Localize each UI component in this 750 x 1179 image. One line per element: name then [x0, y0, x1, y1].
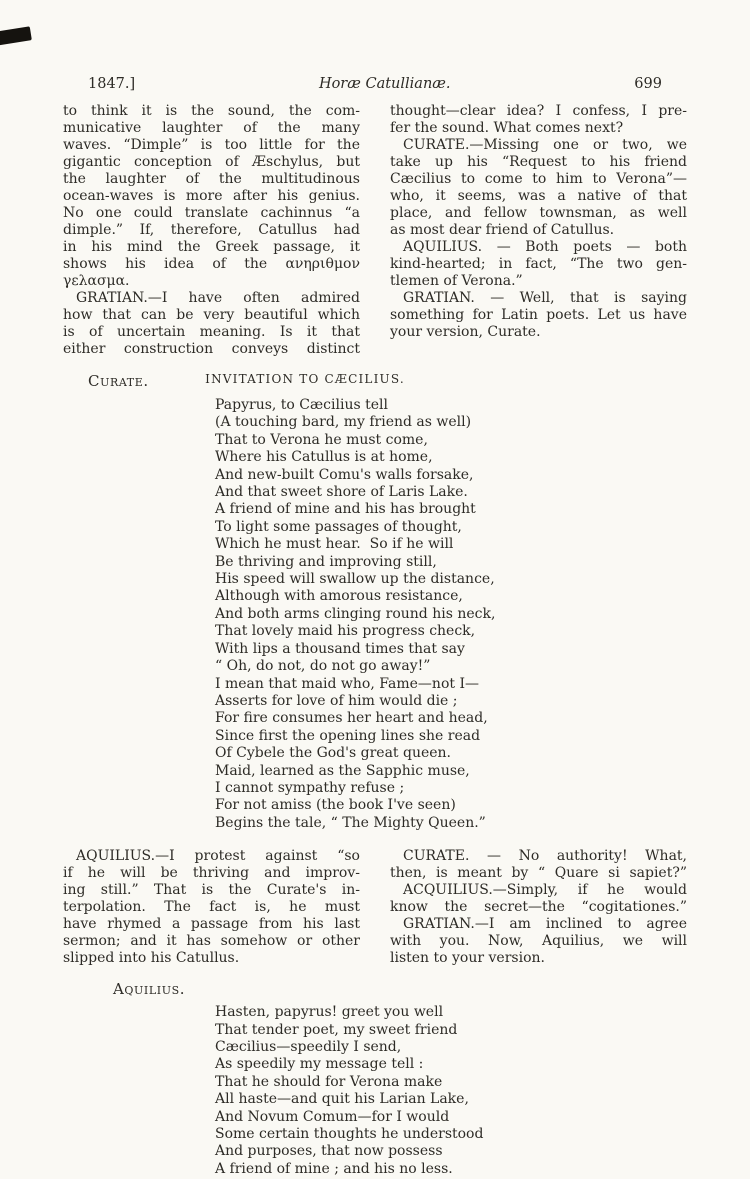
- poem-line: That lovely maid his progress check,: [215, 623, 476, 640]
- text-line: as most dear friend of Catullus.: [390, 222, 615, 238]
- text-line: listen to your version.: [390, 950, 545, 967]
- header-date: 1847.]: [88, 76, 136, 92]
- text-line: GRATIAN. — Well, that is saying: [403, 290, 687, 306]
- poem-line: Which he must hear. So if he will: [215, 536, 454, 553]
- text-line: ocean-waves is more after his genius.: [63, 188, 360, 204]
- running-header: [63, 76, 687, 92]
- poem-line: A friend of mine ; and his no less.: [215, 1160, 453, 1177]
- page-content: [63, 76, 687, 1178]
- text-line: know the secret—the “cogitationes.”: [390, 899, 687, 916]
- poem-line: For not amiss (the book I've seen): [215, 797, 456, 814]
- poem-line: For fire consumes her heart and head,: [215, 710, 488, 727]
- text-line: ACQUILIUS.—Simply, if he would: [403, 882, 687, 899]
- poem-line: His speed will swallow up the distance,: [215, 571, 495, 588]
- poem-aquilius-version: [215, 1004, 687, 1178]
- text-line: how that can be very beautiful which: [63, 307, 360, 323]
- text-line: is of uncertain meaning. Is it that: [63, 324, 360, 340]
- text-line: place, and fellow townsman, as well: [390, 205, 687, 221]
- poem-line: Of Cybele the God's great queen.: [215, 745, 452, 762]
- right-column-top: [390, 103, 687, 358]
- poem-line: That tender poet, my sweet friend: [215, 1021, 458, 1038]
- poem1-header-row: [63, 372, 687, 389]
- text-line: take up his “Request to his friend: [390, 154, 687, 170]
- poem-line: Since first the opening lines she read: [215, 727, 481, 744]
- text-line: who, it seems, was a native of that: [390, 188, 687, 204]
- text-line: your version, Curate.: [390, 324, 541, 340]
- poem-line: Be thriving and improving still,: [215, 553, 437, 570]
- page-number: 699: [634, 76, 662, 92]
- text-line: CURATE. — No authority! What,: [403, 848, 687, 865]
- text-line: in his mind the Greek passage, it: [63, 239, 360, 255]
- text-line: slipped into his Catullus.: [63, 950, 240, 967]
- poem-line: Asserts for love of him would die ;: [215, 692, 458, 709]
- speaker-label-curate: Curate.: [88, 372, 149, 390]
- poem2-header-row: [113, 979, 687, 999]
- speaker-label-aquilius: Aquilius.: [113, 980, 186, 999]
- text-line: terpolation. The fact is, he must: [63, 899, 360, 916]
- poem-line: I cannot sympathy refuse ;: [215, 779, 405, 796]
- text-line: municative laughter of the many: [63, 120, 360, 136]
- text-line: something for Latin poets. Let us have: [390, 307, 687, 323]
- text-line: GRATIAN.—I have often admired: [76, 290, 360, 306]
- mid-text-block: [63, 848, 687, 967]
- text-line: have rhymed a passage from his last: [63, 916, 360, 933]
- poem-line: To light some passages of thought,: [215, 518, 462, 535]
- poem-invitation-to-caecilius: [215, 397, 687, 832]
- poem-line: All haste—and quit his Larian Lake,: [215, 1091, 469, 1108]
- text-line: shows his idea of the ανηριθμον γελασμα.: [63, 256, 360, 289]
- text-line: fer the sound. What comes next?: [390, 120, 624, 136]
- text-line: sermon; and it has somehow or other: [63, 933, 360, 950]
- text-line: tlemen of Verona.”: [390, 273, 523, 289]
- text-line: dimple.” If, therefore, Catullus had: [63, 222, 360, 238]
- text-line: AQUILIUS. — Both poets — both: [403, 239, 687, 255]
- text-line: the laughter of the multitudinous: [63, 171, 360, 187]
- text-line: ing still.” That is the Curate's in-: [63, 882, 360, 899]
- poem-line: Cæcilius—speedily I send,: [215, 1038, 402, 1055]
- left-column-mid: [63, 848, 360, 967]
- text-line: CURATE.—Missing one or two, we: [403, 137, 687, 153]
- text-line: Cæcilius to come to him to Verona”—: [390, 171, 687, 187]
- poem-line: I mean that maid who, Fame—not I—: [215, 675, 479, 692]
- poem-line: Maid, learned as the Sapphic muse,: [215, 762, 470, 779]
- poem-line: Begins the tale, “ The Mighty Queen.”: [215, 814, 486, 831]
- poem-line: And new-built Comu's walls forsake,: [215, 466, 474, 483]
- poem-line: (A touching bard, my friend as well): [215, 414, 472, 431]
- poem-line: That to Verona he must come,: [215, 431, 428, 448]
- poem-line: Some certain thoughts he understood: [215, 1126, 484, 1142]
- text-line: thought—clear idea? I confess, I pre-: [390, 103, 687, 119]
- scan-artifact-top-left: [0, 26, 32, 45]
- text-line: then, is meant by “ Quare si sapiet?”: [390, 865, 687, 882]
- text-line: No one could translate cachinnus “a: [63, 205, 360, 221]
- poem-line: And that sweet shore of Laris Lake.: [215, 484, 468, 501]
- text-line: waves. “Dimple” is too little for the: [63, 137, 360, 153]
- text-line: kind-hearted; in fact, “The two gen-: [390, 256, 687, 272]
- poem-line: And both arms clinging round his neck,: [215, 605, 496, 622]
- text-line: gigantic conception of Æschylus, but: [63, 154, 360, 170]
- top-text-block: [63, 103, 687, 358]
- poem-line: Although with amorous resistance,: [215, 588, 463, 605]
- text-line: either construction conveys distinct: [63, 341, 360, 357]
- text-line: with you. Now, Aquilius, we will: [390, 933, 687, 950]
- poem-line: With lips a thousand times that say: [215, 640, 465, 657]
- poem1-title: INVITATION TO CÆCILIUS.: [205, 372, 405, 386]
- poem-line: Papyrus, to Cæcilius tell: [215, 397, 388, 413]
- text-line: if he will be thriving and improv-: [63, 865, 360, 882]
- poem-line: “ Oh, do not, do not go away!”: [215, 658, 431, 675]
- poem-line: Where his Catullus is at home,: [215, 449, 433, 466]
- poem-line: And purposes, that now possess: [215, 1143, 443, 1160]
- right-column-mid: [390, 848, 687, 967]
- text-line: to think it is the sound, the com-: [63, 103, 360, 119]
- poem-line: As speedily my message tell :: [215, 1056, 424, 1073]
- poem-line: And Novum Comum—for I would: [215, 1108, 450, 1125]
- poem-line: That he should for Verona make: [215, 1073, 443, 1090]
- poem-line: A friend of mine and his has brought: [215, 501, 476, 518]
- text-line: GRATIAN.—I am inclined to agree: [403, 916, 687, 933]
- text-line: AQUILIUS.—I protest against “so: [76, 848, 360, 865]
- poem-line: Hasten, papyrus! greet you well: [215, 1004, 444, 1021]
- left-column-top: [63, 103, 360, 358]
- running-title: Horæ Catullianæ.: [318, 76, 451, 92]
